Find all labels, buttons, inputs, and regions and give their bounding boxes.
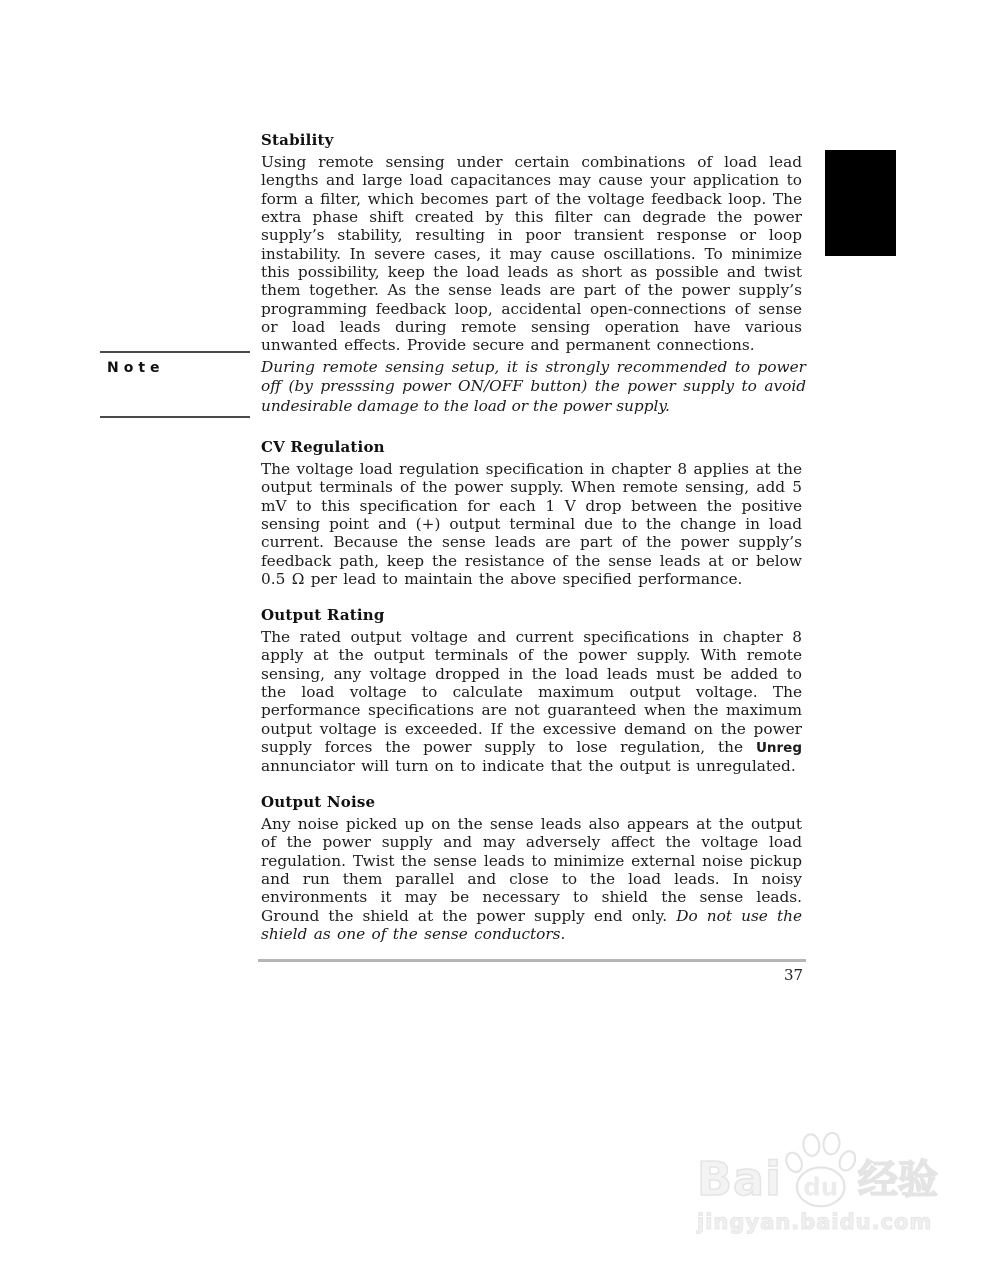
- section-cv-regulation: [261, 438, 802, 588]
- footer-rule: [258, 959, 806, 962]
- output-rating-heading: Output Rating: [261, 606, 385, 624]
- stability-heading: Stability: [261, 131, 334, 149]
- output-rating-text-before: The rated output voltage and current specifications in chapter 8 apply at the output terminals of the power supply. With remote sensing, any voltage dropped in the load leads must be added to the load voltage to calculate maximum output voltage. The performance specifications are not guaranteed when the maximum output voltage is exceeded. If the excessive demand on the power supply forces the power supply to lose regulation, the: [261, 628, 802, 757]
- baidu-paw-icon: [784, 1132, 856, 1210]
- cv-regulation-heading: CV Regulation: [261, 438, 385, 456]
- page-number: 37: [784, 966, 804, 984]
- output-noise-heading: Output Noise: [261, 793, 376, 811]
- stability-paragraph: Using remote sensing under certain combinations of load lead lengths and large load capacitances may cause your application to form a filter, which becomes part of the voltage feedback loop. The extra phase shift created by this filter can degrade the power supply’s stability, resulting in poor transient response or loop instability. In severe cases, it may cause oscillations. To minimize this possibility, keep the load leads as short as possible and twist them together. As the sense leads are part of the power supply’s programming feedback loop, accidental open-connections of sense or load leads during remote sensing operation have various unwanted effects. Provide secure and permanent connections.: [261, 153, 802, 355]
- baidu-logo-bai-text: Bai: [697, 1152, 782, 1206]
- section-output-noise: [261, 793, 802, 943]
- note-rule-bottom: [100, 416, 250, 418]
- output-noise-text-italic: Do not use the shield as one of the sense conductors.: [261, 906, 802, 944]
- section-output-rating: [261, 606, 802, 776]
- baidu-logo-row: [697, 1132, 967, 1208]
- baidu-watermark: [697, 1132, 967, 1234]
- note-label: Note: [107, 360, 165, 376]
- note-paragraph: During remote sensing setup, it is strongly recommended to power off (by presssing power ON/OFF button) the power supply to avoid undesirable damage to the load or the power supply.: [261, 358, 806, 415]
- note-rule-top: [100, 351, 250, 353]
- cv-regulation-paragraph: The voltage load regulation specification in chapter 8 applies at the output terminals of the power supply. When remote sensing, add 5 mV to this specification for each 1 V drop between the positive sensing point and (+) output terminal due to the change in load current. Because the sense leads are part of the power supply’s feedback path, keep the resistance of the sense leads at or below 0.5 Ω per lead to maintain the above specified performance.: [261, 460, 802, 589]
- chapter-edge-tab: [825, 150, 896, 256]
- baidu-watermark-url: jingyan.baidu.com: [697, 1210, 933, 1234]
- output-rating-text-after: annunciator will turn on to indicate that the output is unregulated.: [261, 757, 796, 776]
- output-noise-text-main: Any noise picked up on the sense leads also appears at the output of the power supply and may adversely affect the voltage load regulation. Twist the sense leads to minimize external noise pickup and run them parallel and close to the load leads. In noisy environments it may be necessary to shield the sense leads. Ground the shield at the power supply end only.: [261, 815, 802, 925]
- output-rating-paragraph: [261, 628, 802, 776]
- baidu-logo-du-text: du: [803, 1172, 839, 1202]
- baidu-logo-cn-text: 经验: [857, 1157, 938, 1203]
- section-stability: [261, 131, 802, 355]
- output-noise-paragraph: [261, 815, 802, 943]
- unreg-annunciator-label: Unreg: [755, 740, 802, 757]
